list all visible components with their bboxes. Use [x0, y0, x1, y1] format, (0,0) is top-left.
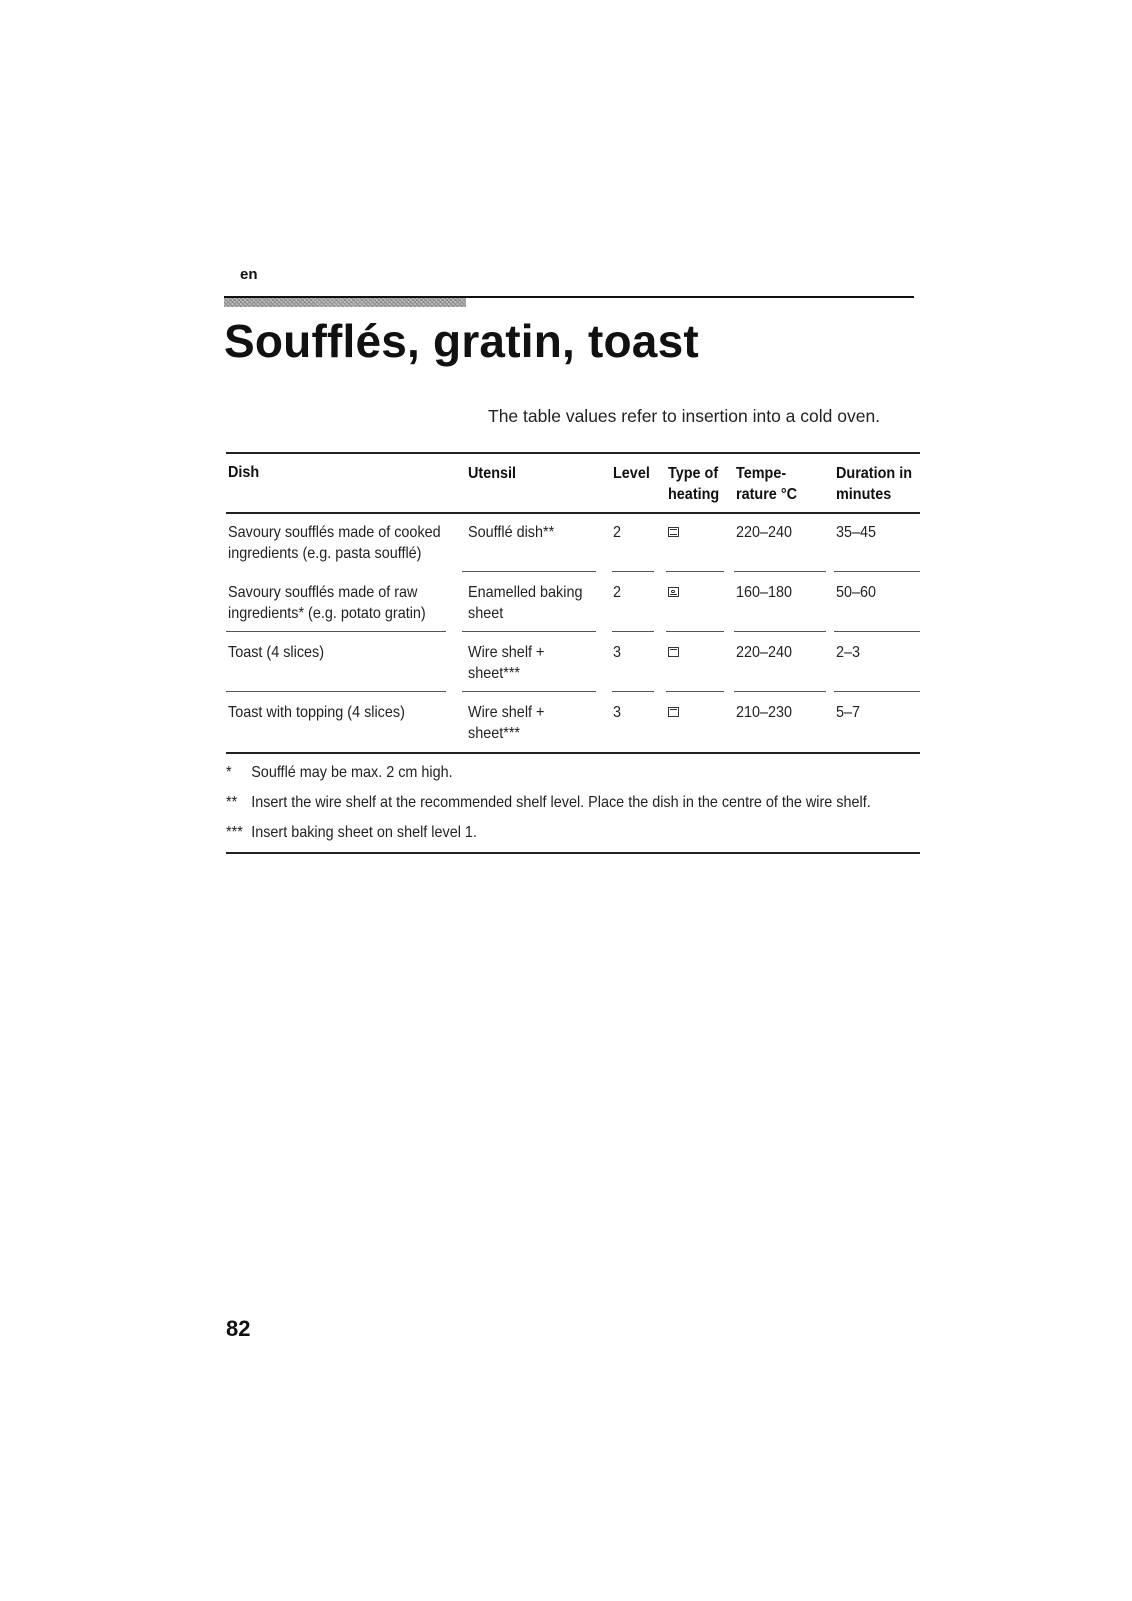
header-utensil: Utensil: [468, 465, 517, 482]
row-utensil-line1: Enamelled baking: [468, 584, 583, 601]
row-separator: [612, 571, 654, 572]
row-separator: [666, 631, 724, 632]
top-bottom-heating-icon: [668, 527, 679, 537]
header-pattern-bar: [224, 298, 466, 307]
row-duration: 50–60: [836, 584, 877, 601]
row-separator: [834, 571, 920, 572]
row-separator: [226, 691, 446, 692]
row-separator: [462, 571, 596, 572]
row-separator: [226, 631, 446, 632]
row-level: 2: [613, 524, 622, 541]
row-duration: 5–7: [836, 704, 861, 721]
row-separator: [612, 691, 654, 692]
row-dish-line2: ingredients (e.g. pasta soufflé): [228, 545, 422, 562]
grill-large-area-icon: [668, 647, 679, 657]
footnote: [226, 822, 477, 843]
header-level: Level: [613, 465, 650, 482]
footnote: [226, 762, 453, 783]
footnote-mark: ***: [226, 824, 243, 841]
footnote: [226, 792, 871, 813]
row-temperature: 220–240: [736, 644, 793, 661]
row-utensil-line1: Wire shelf +: [468, 704, 545, 721]
row-separator: [834, 691, 920, 692]
table-top-rule: [226, 452, 920, 454]
row-separator: [612, 631, 654, 632]
row-dish-line1: Savoury soufflés made of raw: [228, 584, 418, 601]
header-dish: Dish: [228, 464, 260, 481]
row-utensil-line2: sheet: [468, 605, 504, 622]
row-dish-line1: Toast with topping (4 slices): [228, 704, 405, 721]
row-level: 3: [613, 644, 622, 661]
row-separator: [834, 631, 920, 632]
row-dish-line2: ingredients* (e.g. potato gratin): [228, 605, 426, 622]
header-temperature-1: Tempe-: [736, 465, 787, 482]
row-separator: [734, 691, 826, 692]
row-level: 2: [613, 584, 622, 601]
row-utensil-line2: sheet***: [468, 725, 521, 742]
row-level: 3: [613, 704, 622, 721]
row-temperature: 210–230: [736, 704, 793, 721]
header-bottom-rule: [226, 512, 920, 514]
header-heating-2: heating: [668, 486, 720, 503]
row-separator: [734, 571, 826, 572]
row-separator: [462, 691, 596, 692]
row-dish-line1: Savoury soufflés made of cooked: [228, 524, 441, 541]
header-duration-1: Duration in: [836, 465, 912, 482]
language-code: en: [240, 266, 258, 283]
grill-large-area-icon: [668, 707, 679, 717]
row-duration: 35–45: [836, 524, 877, 541]
footnote-text: Insert the wire shelf at the recommended shelf level. Place the dish in the centre of the wire shelf.: [251, 794, 871, 811]
row-separator: [666, 691, 724, 692]
row-separator: [666, 571, 724, 572]
footnote-mark: *: [226, 764, 232, 781]
row-temperature: 160–180: [736, 584, 793, 601]
row-utensil-line1: Wire shelf +: [468, 644, 545, 661]
hot-air-grilling-icon: [668, 587, 679, 597]
footnote-text: Insert baking sheet on shelf level 1.: [251, 824, 477, 841]
page-title: Soufflés, gratin, toast: [224, 315, 699, 367]
intro-text: The table values refer to insertion into a cold oven.: [488, 406, 881, 426]
row-temperature: 220–240: [736, 524, 793, 541]
row-duration: 2–3: [836, 644, 861, 661]
table-bottom-rule: [226, 752, 920, 754]
footnotes-bottom-rule: [226, 852, 920, 854]
row-utensil-line1: Soufflé dish**: [468, 524, 555, 541]
row-separator: [462, 631, 596, 632]
row-dish-line1: Toast (4 slices): [228, 644, 325, 661]
row-utensil-line2: sheet***: [468, 665, 521, 682]
row-separator: [734, 631, 826, 632]
page-number: 82: [226, 1316, 251, 1341]
footnote-text: Soufflé may be max. 2 cm high.: [251, 764, 453, 781]
header-heating-1: Type of: [668, 465, 719, 482]
footnote-mark: **: [226, 794, 238, 811]
header-temperature-2: rature °C: [736, 486, 797, 503]
header-duration-2: minutes: [836, 486, 892, 503]
